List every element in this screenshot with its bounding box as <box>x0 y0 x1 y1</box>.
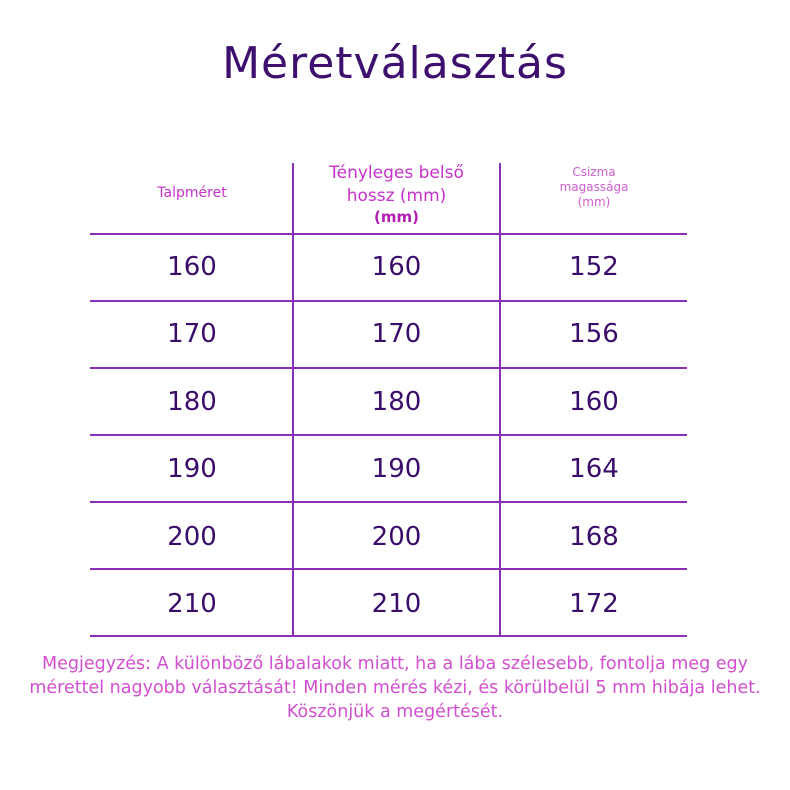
table-cell: 200 <box>371 521 422 552</box>
page-title: Méretválasztás <box>222 38 568 89</box>
header-boot-height-line1: Csizma <box>572 165 616 179</box>
table-cell: 190 <box>167 454 217 485</box>
note-text: Megjegyzés: A különböző lábalakok miatt, ha a lába szélesebb, fontolja meg egy mérettel nagyobb választását! Minden mérés kézi, és körülbelül 5 mm hibája lehet. Köszönjük a megértését. <box>29 654 761 722</box>
header-inner-length <box>294 162 499 226</box>
row-divider <box>90 635 687 637</box>
table-cell: 180 <box>167 386 217 417</box>
table-cell: 152 <box>569 252 619 282</box>
table-cell: 168 <box>569 521 619 552</box>
table-cell: 164 <box>569 454 619 485</box>
table-cell: 170 <box>167 319 217 350</box>
table-cell: 160 <box>569 386 619 417</box>
table-cell: 170 <box>371 319 422 350</box>
table-cell: 200 <box>167 521 217 552</box>
table-cell: 180 <box>371 386 422 417</box>
row-divider <box>90 568 687 570</box>
header-sole-size: Talpméret <box>157 185 227 201</box>
header-inner-length-line2: hossz (mm) <box>346 186 447 206</box>
table-cell: 210 <box>371 589 422 619</box>
header-inner-length-line1: Tényleges belső <box>329 163 464 183</box>
header-boot-height-line3: (mm) <box>577 195 611 209</box>
table-cell: 160 <box>371 252 422 282</box>
table-cell: 160 <box>167 252 217 282</box>
table-cell: 172 <box>569 589 619 619</box>
header-inner-length-unit: (mm) <box>374 208 419 226</box>
row-divider <box>90 300 687 302</box>
table-cell: 190 <box>371 454 422 485</box>
row-divider <box>90 233 687 235</box>
table-cell: 210 <box>167 589 217 619</box>
row-divider <box>90 434 687 436</box>
row-divider <box>90 501 687 503</box>
header-boot-height-line2: magassága <box>559 180 629 194</box>
row-divider <box>90 367 687 369</box>
header-boot-height <box>501 165 687 210</box>
table-cell: 156 <box>569 319 619 350</box>
